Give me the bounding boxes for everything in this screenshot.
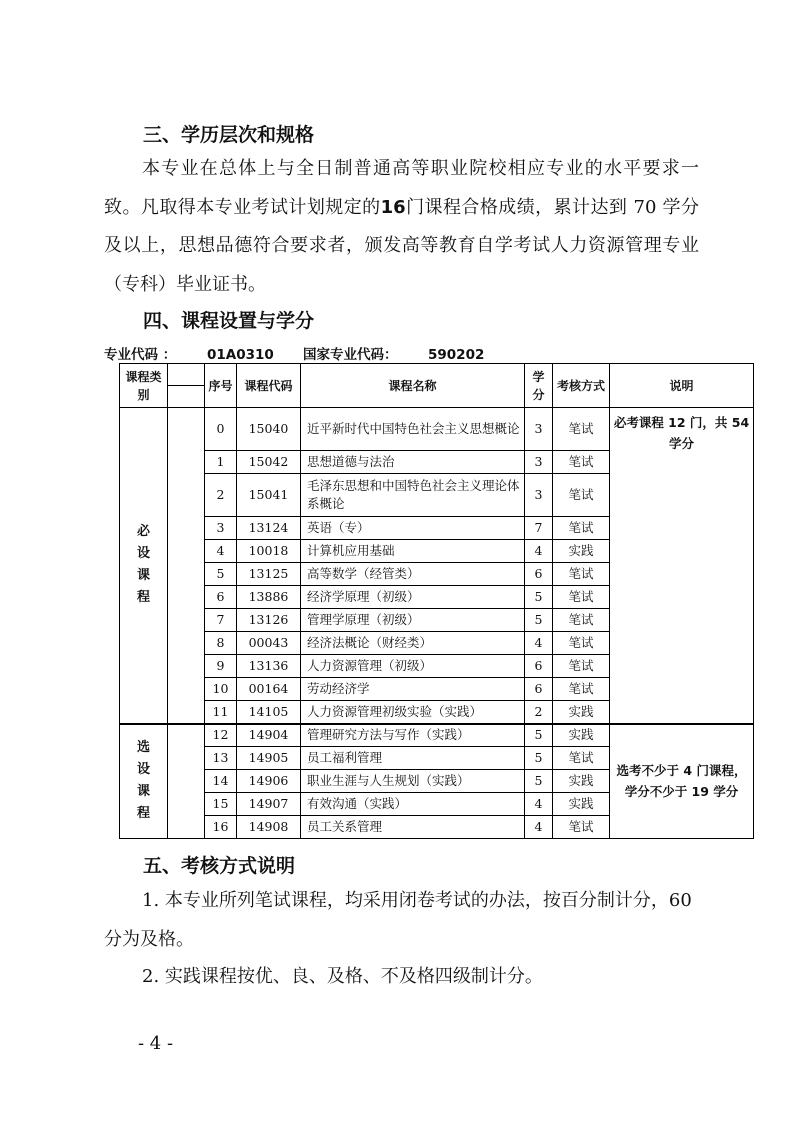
page-number: - 4 - xyxy=(138,1033,174,1054)
credit-cell: 4 xyxy=(525,632,553,655)
required-category-cell xyxy=(120,408,168,724)
credit-cell: 6 xyxy=(525,563,553,586)
code-cell: 13125 xyxy=(237,563,301,586)
exam-method: 笔试 xyxy=(553,451,610,474)
credit-cell: 7 xyxy=(525,517,553,540)
exam-method: 实践 xyxy=(553,793,610,816)
credit-cell: 4 xyxy=(525,540,553,563)
course-name: 英语（专） xyxy=(301,517,525,540)
credit-cell: 4 xyxy=(525,816,553,839)
course-name: 管理学原理（初级） xyxy=(301,609,525,632)
exam-method: 笔试 xyxy=(553,474,610,517)
required-note: 必考课程 12 门，共 54 学分 xyxy=(610,408,754,724)
header-category: 课程类别 xyxy=(120,364,168,408)
table-row xyxy=(120,724,754,747)
elective-category-label: 选设课程 xyxy=(136,740,150,822)
credit-cell: 3 xyxy=(525,474,553,517)
code-line xyxy=(104,343,484,363)
code-cell: 15041 xyxy=(237,474,301,517)
national-code-label: 国家专业代码： xyxy=(303,347,398,363)
exam-method: 笔试 xyxy=(553,816,610,839)
seq-cell: 15 xyxy=(205,793,237,816)
seq-cell: 6 xyxy=(205,586,237,609)
code-cell: 14105 xyxy=(237,701,301,724)
code-cell: 13126 xyxy=(237,609,301,632)
elective-courses xyxy=(120,724,754,839)
section3-heading: 三、学历层次和规格 xyxy=(143,124,315,146)
course-name: 人力资源管理初级实验（实践） xyxy=(301,701,525,724)
course-name: 毛泽东思想和中国特色社会主义理论体系概论 xyxy=(301,474,525,517)
credit-cell: 5 xyxy=(525,586,553,609)
header-blank-2 xyxy=(168,386,205,408)
seq-cell: 10 xyxy=(205,678,237,701)
table-row xyxy=(120,408,754,451)
exam-method: 笔试 xyxy=(553,563,610,586)
credit-cell: 5 xyxy=(525,747,553,770)
course-count: 16 xyxy=(380,196,406,218)
course-name: 计算机应用基础 xyxy=(301,540,525,563)
seq-cell: 3 xyxy=(205,517,237,540)
exam-method: 笔试 xyxy=(553,747,610,770)
exam-method: 实践 xyxy=(553,540,610,563)
exam-method: 笔试 xyxy=(553,586,610,609)
elective-category-cell xyxy=(120,724,168,839)
course-name: 员工福利管理 xyxy=(301,747,525,770)
exam-method: 实践 xyxy=(553,770,610,793)
exam-method: 笔试 xyxy=(553,632,610,655)
course-name: 员工关系管理 xyxy=(301,816,525,839)
seq-cell: 2 xyxy=(205,474,237,517)
code-cell: 14905 xyxy=(237,747,301,770)
credit-cell: 6 xyxy=(525,655,553,678)
seq-cell: 0 xyxy=(205,408,237,451)
code-cell: 15042 xyxy=(237,451,301,474)
course-name: 思想道德与法治 xyxy=(301,451,525,474)
course-name: 经济法概论（财经类） xyxy=(301,632,525,655)
seq-cell: 8 xyxy=(205,632,237,655)
credit-cell: 3 xyxy=(525,451,553,474)
exam-note-1: 1. 本专业所列笔试课程，均采用闭卷考试的办法，按百分制计分，60 分为及格。 xyxy=(104,890,692,950)
code-cell: 13136 xyxy=(237,655,301,678)
elective-blank-cell xyxy=(168,724,205,839)
code-cell: 00043 xyxy=(237,632,301,655)
exam-method: 笔试 xyxy=(553,655,610,678)
section4-heading: 四、课程设置与学分 xyxy=(143,310,315,332)
credit-cell: 2 xyxy=(525,701,553,724)
required-courses xyxy=(120,408,754,724)
elective-note: 选考不少于 4 门课程，学分不少于 19 学分 xyxy=(610,724,754,839)
section3-text-after: 门课程合格成绩，累计达到 70 学分及以上，思想品德符合要求者，颁发高等教育自学考试人力资源管理专业（专科）毕业证书。 xyxy=(104,196,699,295)
seq-cell: 5 xyxy=(205,563,237,586)
seq-cell: 1 xyxy=(205,451,237,474)
code-cell: 13886 xyxy=(237,586,301,609)
seq-cell: 16 xyxy=(205,816,237,839)
course-name: 管理研究方法与写作（实践） xyxy=(301,724,525,747)
code-cell: 14906 xyxy=(237,770,301,793)
course-name: 职业生涯与人生规划（实践） xyxy=(301,770,525,793)
exam-method: 实践 xyxy=(553,724,610,747)
header-credit: 学分 xyxy=(525,364,553,408)
credit-cell: 5 xyxy=(525,724,553,747)
header-seq: 序号 xyxy=(205,364,237,408)
exam-method: 实践 xyxy=(553,701,610,724)
header-blank xyxy=(168,364,205,386)
exam-method: 笔试 xyxy=(553,408,610,451)
exam-note-2: 2. 实践课程按优、良、及格、不及格四级制计分。 xyxy=(142,966,543,987)
code-cell: 14907 xyxy=(237,793,301,816)
seq-cell: 4 xyxy=(205,540,237,563)
section5-heading: 五、考核方式说明 xyxy=(143,855,296,877)
seq-cell: 14 xyxy=(205,770,237,793)
course-name: 有效沟通（实践） xyxy=(301,793,525,816)
course-name: 人力资源管理（初级） xyxy=(301,655,525,678)
national-code: 590202 xyxy=(428,347,485,363)
header-exam: 考核方式 xyxy=(553,364,610,408)
exam-method: 笔试 xyxy=(553,517,610,540)
section3-paragraph xyxy=(104,150,699,304)
required-category-label: 必设课程 xyxy=(136,524,150,606)
credit-cell: 6 xyxy=(525,678,553,701)
header-name: 课程名称 xyxy=(301,364,525,408)
course-name: 经济学原理（初级） xyxy=(301,586,525,609)
course-name: 劳动经济学 xyxy=(301,678,525,701)
course-name: 近平新时代中国特色社会主义思想概论 xyxy=(301,408,525,451)
exam-method: 笔试 xyxy=(553,609,610,632)
major-code: 01A0310 xyxy=(207,347,274,363)
seq-cell: 11 xyxy=(205,701,237,724)
credit-cell: 3 xyxy=(525,408,553,451)
credit-cell: 4 xyxy=(525,793,553,816)
exam-method: 笔试 xyxy=(553,678,610,701)
required-blank-cell xyxy=(168,408,205,724)
code-cell: 14904 xyxy=(237,724,301,747)
credit-cell: 5 xyxy=(525,609,553,632)
course-table xyxy=(119,363,754,839)
code-cell: 10018 xyxy=(237,540,301,563)
seq-cell: 7 xyxy=(205,609,237,632)
section3-text-before: 本专业在总体上与全日制普通高等职业院校相应专业的水平要求一致。凡取得本专业考试计划规定的 xyxy=(104,158,699,218)
code-cell: 14908 xyxy=(237,816,301,839)
code-cell: 13124 xyxy=(237,517,301,540)
seq-cell: 12 xyxy=(205,724,237,747)
seq-cell: 9 xyxy=(205,655,237,678)
header-code: 课程代码 xyxy=(237,364,301,408)
header-note: 说明 xyxy=(610,364,754,408)
course-name: 高等数学（经管类） xyxy=(301,563,525,586)
code-cell: 00164 xyxy=(237,678,301,701)
seq-cell: 13 xyxy=(205,747,237,770)
credit-cell: 5 xyxy=(525,770,553,793)
code-cell: 15040 xyxy=(237,408,301,451)
major-code-label: 专业代码 ： xyxy=(104,347,177,363)
